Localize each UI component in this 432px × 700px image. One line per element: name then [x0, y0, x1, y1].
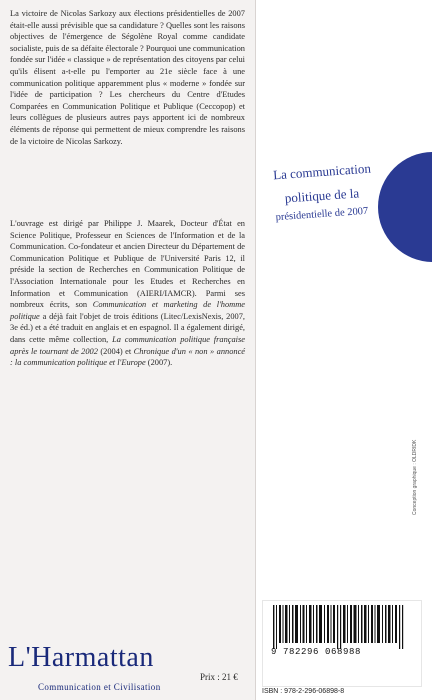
author-text-1: L'ouvrage est dirigé par Philippe J. Maarek, Docteur d'État en Science Politique, Professeur en Sciences de l'Information et de la Communication. Co-fondateur et ancien Directeur du Département de Communication Politique et Publique de l'Université Paris 12, il préside la section de Recherches en Communication Politique de l'Association Internationale pour les Etudes et Recherches en Information et Communication (AIERI/IAMCR). Parmi ses nombreux écrits, son — [10, 219, 245, 310]
book-title-1: Communication et marketing de l'homme politique — [10, 300, 245, 321]
summary-paragraph-1: La victoire de Nicolas Sarkozy aux élections présidentielles de 2007 était-elle aussi prévisible que sa candidature ? Quelles sont les raisons objectives de l'émergence de Ségolène Royal comme candidate socialiste, puis de sa défaite électorale ? Pourquoi une communication fondée sur l'idée « classique » de représentation des citoyens par celui qu'ils élisent a-t-elle pu l'emporter au 21e siècle face à une communication politique apparemment plus « moderne » fondée sur l'idée de participation ? Les chercheurs du Centre d'Etudes Comparées en Communication Politique et Publique (Ceccopop) et leurs collègues de plusieurs autres pays apportent ici de nombreux éléments de réponse qui permettent de mieux comprendre les raisons de la victoire de Nicolas Sarkozy. — [10, 9, 245, 146]
book-title — [262, 160, 382, 224]
design-credit: Conception graphique : OLDRIDK — [412, 439, 418, 515]
isbn: ISBN : 978-2-296-06898-8 — [262, 688, 345, 695]
publisher-logo — [8, 638, 178, 698]
barcode-number: 9 782296 068988 — [271, 647, 362, 657]
author-text-2: a déjà fait l'objet de trois éditions (Litec/LexisNexis, 2007, 3e éd.) et a été traduit en anglais et en espagnol. Il a également dirigé, dans cette même collection, — [10, 311, 245, 344]
author-paragraph — [10, 218, 245, 369]
barcode-icon — [273, 605, 413, 649]
title-line-3: présidentielle de 2007 — [275, 205, 369, 224]
collection-name: Communication et Civilisation — [38, 682, 161, 692]
barcode — [262, 600, 422, 687]
decorative-circle — [378, 152, 432, 262]
book-title-2: La communication politique française après le tournant de 2002 — [10, 334, 245, 356]
publisher-name: L'Harmattan — [8, 642, 154, 673]
title-line-1: La communication — [272, 160, 372, 183]
title-line-2: politique de la — [284, 185, 360, 206]
book-title-3: Chronique d'un « non » annoncé : la communication politique et l'Europe — [10, 346, 245, 368]
author-text-3: (2004) et — [97, 346, 134, 356]
price: Prix : 21 € — [200, 672, 238, 682]
author-text-4: (2007). — [145, 358, 173, 368]
